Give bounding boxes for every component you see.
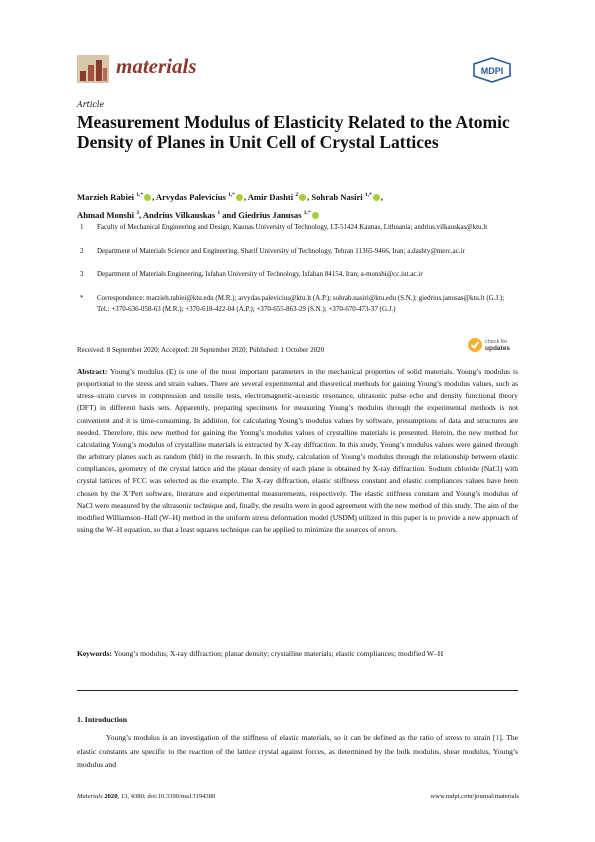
article-type: Article — [77, 100, 105, 109]
updates-label: updates — [485, 345, 510, 352]
intro-text: Young’s modulus is an investigation of the stiffness of elastic materials, so it can be defined as the ratio of stress to strain [ — [106, 733, 496, 742]
section-heading: 1. Introduction — [77, 715, 128, 724]
affiliation-text: Department of Materials Engineering, Isfahan University of Technology, Isfahan 84154, Iran; a-monshi@cc.iut.ac.ir — [97, 270, 423, 278]
orcid-icon[interactable] — [299, 194, 306, 201]
check-label: check for — [485, 339, 508, 345]
author-affiliation-marker: 3 — [136, 209, 139, 216]
affiliation — [77, 222, 517, 244]
footer-year: 2020 — [104, 793, 118, 800]
footer-journal: Materials — [77, 793, 103, 800]
journal-name: materials — [116, 54, 197, 78]
author-affiliation-marker: 1 — [217, 209, 221, 216]
orcid-icon[interactable] — [236, 194, 243, 201]
author-name: Andrius Vilkauskas — [142, 209, 216, 220]
orcid-icon[interactable] — [312, 212, 319, 219]
affiliation-text: Faculty of Mechanical Engineering and Design, Kaunas University of Technology, LT-51424 Kaunas, Lithuania; andrius.vilkauskas@ktu.lt — [97, 223, 488, 231]
check-for-updates-icon[interactable] — [467, 334, 522, 356]
affiliation-number: 1 — [80, 223, 84, 231]
author-name: Giedrius Janusas — [238, 209, 302, 220]
author-affiliation-marker: 1,* — [303, 209, 311, 216]
introduction-paragraph — [77, 731, 518, 772]
mdpi-logo-text: MDPI — [480, 66, 504, 76]
abstract-label: Abstract: — [77, 367, 108, 376]
affiliation-text: Department of Materials Science and Engineering, Sharif University of Technology, Tehran 11365-9466, Iran; a.dashty@merc.ac.ir — [97, 247, 465, 255]
publication-dates: Received: 8 September 2020; Accepted: 28 September 2020; Published: 1 October 2020 — [77, 346, 325, 354]
footer-citation — [77, 793, 215, 800]
correspondence-text: Correspondence: marzieh.rabiei@ktu.edu (M.R.); arvydas.palevicius@ktu.lt (A.P.); sohrab.nasiri@ktu.edu (S.N.); giedrius.janusas@ktu.lt (G.J.); Tel.: +370-636-058-63 (M.R.); +370-618-422-04 (A.P.); +370-655-863-29 (S.N.); +370-670-473-37 (G.J.) — [97, 294, 505, 313]
keywords-text: Young’s modulus; X-ray diffraction; planar density; crystalline materials; elastic compliances; modified W–H — [113, 649, 444, 658]
author-affiliation-marker: 2 — [295, 192, 299, 198]
mdpi-logo-icon — [470, 57, 514, 83]
abstract-text: Young’s modulus (E) is one of the most important parameters in the mechanical properties of solid materials. Young’s modulus is proportional to the stress and strain values. There are several experimental and theoretical methods for gaining Young’s modulus values, such as stress–strain curves in compression and tensile tests, electromagnetic-acoustic resonance, ultrasonic pulse echo and density functional theory (DFT) in different basis sets. Apparently, preparing specimens for measuring Young’s modulus through the experimental methods is not convenient and it is time-consuming. In addition, for calculating Young’s modulus values by software, presumptions of data and structures are needed. Therefore, this new method for gaining the Young’s modulus values of crystalline materials is presented. Herein, the new method for calculating Young’s modulus of crystalline materials is extracted by X-ray diffraction. In this study, Young’s modulus values were gained through the arbitrary planes such as random (hkl) in the research. In this study, calculation of Young’s modulus through the relationship between elastic compliances, geometry of the crystal lattice and the planar density of each plane is obtained by X-ray diffraction. Sodium chloride (NaCl) with crystal lattices of FCC was selected as the example. The X-ray diffraction, elastic stiffness constant and elastic compliances values have been chosen by the X’Pert software, literature and experimental measurements, respectively. The elastic stiffness constant and Young’s modulus of NaCl were measured by the ultrasonic technique and, finally, the results were in good agreement with the new method of this study. The aim of the modified Williamson–Hall (W–H) method in the uniform stress deformation model (USDM) utilized in this paper is to provide a new approach of using the W–H equation, so that a least squares technique can be applied to minimize the sources of errors. — [77, 367, 518, 535]
author-connector: and — [222, 209, 237, 220]
keywords-label: Keywords: — [77, 649, 112, 658]
abstract — [77, 366, 518, 536]
keywords — [77, 648, 518, 661]
paper-title: Measurement Modulus of Elasticity Related to the Atomic Density of Planes in Unit Cell of Crystal Lattices — [77, 112, 510, 152]
orcid-icon[interactable] — [144, 194, 151, 201]
author-affiliation-marker: 1,* — [228, 192, 235, 198]
footer-url[interactable]: www.mdpi.com/journal/materials — [430, 793, 519, 800]
author-name: Arvydas Palevicius — [155, 191, 226, 202]
affiliation — [77, 269, 517, 291]
author-name: Ahmad Monshi — [77, 209, 135, 220]
footer-doi: , 13, 4380; doi:10.3390/ma13194380 — [117, 793, 216, 800]
affiliation-number: * — [80, 294, 84, 302]
citation-link[interactable]: 1 — [495, 733, 500, 742]
correspondence — [77, 293, 517, 327]
author-name: Sohrab Nasiri — [311, 191, 363, 202]
author-name: Amir Dashti — [247, 191, 294, 202]
author-affiliation-marker: 1,* — [364, 192, 372, 198]
orcid-icon[interactable] — [373, 194, 380, 201]
affiliation — [77, 246, 517, 268]
journal-logo-icon — [77, 55, 109, 83]
author-list: Marzieh Rabiei $^{1,*}$ , Arvydas Palevicius $^{1,*}$ , Amir Dashti $^2$ , Sohrab Nasiri $^{1,*}$ , Ahmad Monshi $^3$, Andrius Vilkauskas $^1$ and Giedrius Janusas $^{1,*}$ — [77, 191, 383, 220]
author-affiliation-marker: 1,* — [136, 192, 144, 198]
affiliation-number: 2 — [80, 247, 84, 255]
intro-text: ]. The elastic constants are specific to the reaction of the lattice crystal against forces, as determined by the bulk modulus, shear modulus, Young’s modulus and — [77, 733, 518, 769]
section-divider — [77, 690, 518, 691]
author-name: Marzieh Rabiei — [77, 191, 135, 202]
affiliation-number: 3 — [80, 270, 84, 278]
